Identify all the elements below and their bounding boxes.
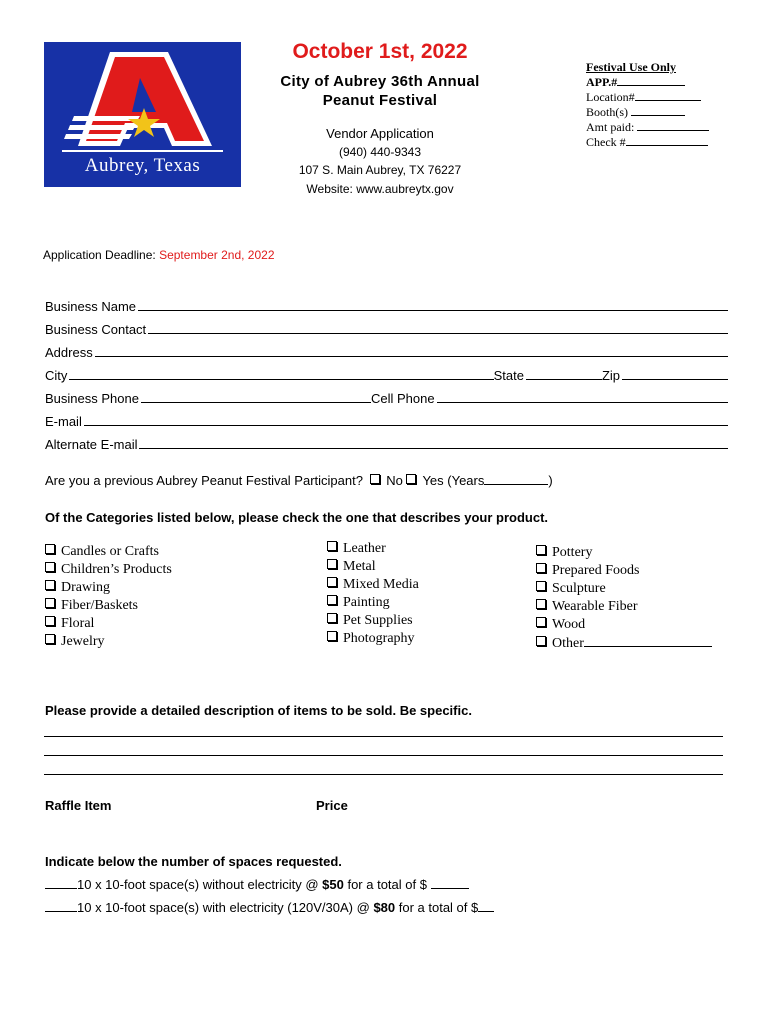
city-input[interactable] xyxy=(69,379,493,380)
previous-participant-question: Are you a previous Aubrey Peanut Festival Participant? No Yes (Years ) xyxy=(45,473,553,488)
raffle-item-label: Raffle Item xyxy=(45,798,112,813)
category-checkbox[interactable] xyxy=(536,545,546,555)
category-floral[interactable]: Floral xyxy=(45,615,172,633)
festival-use-title: Festival Use Only xyxy=(586,60,676,74)
address-input[interactable] xyxy=(95,356,728,357)
spaces-question: Indicate below the number of spaces requested. xyxy=(45,854,342,869)
categories-question: Of the Categories listed below, please check the one that describes your product. xyxy=(45,510,549,525)
business-name-input[interactable] xyxy=(138,310,728,311)
cell-phone-input[interactable] xyxy=(437,402,728,403)
application-title: Vendor Application xyxy=(326,126,434,141)
categories-column-1 xyxy=(45,543,172,651)
app-number-blank[interactable] xyxy=(617,75,685,86)
category-leather[interactable]: Leather xyxy=(327,540,419,558)
app-number-row: APP.# xyxy=(586,75,709,90)
business-name-field: Business Name xyxy=(45,296,728,314)
zip-input[interactable] xyxy=(622,379,728,380)
logo-text: Aubrey, Texas xyxy=(84,155,201,176)
business-contact-input[interactable] xyxy=(148,333,728,334)
booths-blank[interactable] xyxy=(631,105,685,116)
categories-column-2 xyxy=(327,540,419,648)
event-title-line2: Peanut Festival xyxy=(322,92,438,109)
category-other-input[interactable] xyxy=(584,634,712,647)
previous-yes-checkbox[interactable] xyxy=(406,474,416,484)
previous-years-input[interactable] xyxy=(484,472,548,485)
category-candles-or-crafts[interactable]: Candles or Crafts xyxy=(45,543,172,561)
category-prepared-foods[interactable]: Prepared Foods xyxy=(536,562,712,580)
space-with-electricity-qty[interactable] xyxy=(45,899,77,912)
category-childrens-products[interactable]: Children’s Products xyxy=(45,561,172,579)
event-title-line1: City of Aubrey 36th Annual xyxy=(280,73,480,90)
deadline-date: September 2nd, 2022 xyxy=(159,248,275,262)
category-metal[interactable]: Metal xyxy=(327,558,419,576)
category-checkbox[interactable] xyxy=(536,599,546,609)
space-without-electricity-qty[interactable] xyxy=(45,876,77,889)
category-checkbox[interactable] xyxy=(536,617,546,627)
space-with-electricity-row: 10 x 10-foot space(s) with electricity (120V/30A) @ $80 for a total of $ xyxy=(45,899,494,915)
category-fiber-baskets[interactable]: Fiber/Baskets xyxy=(45,597,172,615)
check-blank[interactable] xyxy=(626,135,708,146)
category-checkbox[interactable] xyxy=(327,577,337,587)
category-pet-supplies[interactable]: Pet Supplies xyxy=(327,612,419,630)
category-checkbox[interactable] xyxy=(327,541,337,551)
category-other[interactable]: Other xyxy=(536,634,712,653)
event-title xyxy=(250,72,510,110)
category-jewelry[interactable]: Jewelry xyxy=(45,633,172,651)
space-with-electricity-total[interactable] xyxy=(478,899,494,912)
business-contact-field: Business Contact xyxy=(45,319,728,337)
category-wearable-fiber[interactable]: Wearable Fiber xyxy=(536,598,712,616)
organizer-phone: (940) 440-9343 xyxy=(338,145,422,159)
check-row: Check # xyxy=(586,135,709,150)
organizer-address: 107 S. Main Aubrey, TX 76227 xyxy=(298,163,462,177)
booths-row: Booth(s) xyxy=(586,105,709,120)
amt-paid-blank[interactable] xyxy=(637,120,709,131)
space-without-electricity-total[interactable] xyxy=(431,876,469,889)
category-checkbox[interactable] xyxy=(45,616,55,626)
address-field: Address xyxy=(45,342,728,360)
business-phone-input[interactable] xyxy=(141,402,371,403)
festival-use-only-box xyxy=(586,60,709,150)
email-input[interactable] xyxy=(84,425,728,426)
state-input[interactable] xyxy=(526,379,602,380)
description-line-3[interactable] xyxy=(44,774,723,775)
category-checkbox[interactable] xyxy=(536,636,546,646)
phone-row: Business Phone Cell Phone xyxy=(45,388,728,406)
amt-paid-row: Amt paid: xyxy=(586,120,709,135)
category-wood[interactable]: Wood xyxy=(536,616,712,634)
description-question: Please provide a detailed description of items to be sold. Be specific. xyxy=(45,703,472,718)
category-checkbox[interactable] xyxy=(536,581,546,591)
category-checkbox[interactable] xyxy=(45,562,55,572)
category-checkbox[interactable] xyxy=(327,631,337,641)
raffle-price-label: Price xyxy=(316,798,348,813)
city-state-zip-row: City State Zip xyxy=(45,365,728,383)
category-photography[interactable]: Photography xyxy=(327,630,419,648)
alternate-email-field: Alternate E-mail xyxy=(45,434,728,452)
category-painting[interactable]: Painting xyxy=(327,594,419,612)
location-row: Location# xyxy=(586,90,709,105)
application-deadline: Application Deadline: September 2nd, 2022 xyxy=(43,248,275,262)
organizer-website: Website: www.aubreytx.gov xyxy=(306,182,454,196)
event-date: October 1st, 2022 xyxy=(292,40,468,63)
category-checkbox[interactable] xyxy=(45,634,55,644)
category-checkbox[interactable] xyxy=(327,595,337,605)
category-checkbox[interactable] xyxy=(327,613,337,623)
aubrey-logo xyxy=(44,42,241,187)
category-checkbox[interactable] xyxy=(536,563,546,573)
description-line-1[interactable] xyxy=(44,736,723,737)
category-checkbox[interactable] xyxy=(45,598,55,608)
price-80: $80 xyxy=(373,900,396,915)
deadline-label: Application Deadline xyxy=(43,248,153,262)
category-checkbox[interactable] xyxy=(45,544,55,554)
email-field: E-mail xyxy=(45,411,728,429)
category-pottery[interactable]: Pottery xyxy=(536,544,712,562)
alternate-email-input[interactable] xyxy=(139,448,728,449)
category-checkbox[interactable] xyxy=(327,559,337,569)
category-checkbox[interactable] xyxy=(45,580,55,590)
price-50: $50 xyxy=(322,877,344,892)
location-blank[interactable] xyxy=(635,90,701,101)
categories-column-3 xyxy=(536,544,712,653)
category-drawing[interactable]: Drawing xyxy=(45,579,172,597)
previous-no-checkbox[interactable] xyxy=(370,474,380,484)
category-sculpture[interactable]: Sculpture xyxy=(536,580,712,598)
space-without-electricity-row: 10 x 10-foot space(s) without electricity @ $50 for a total of $ xyxy=(45,876,469,892)
category-mixed-media[interactable]: Mixed Media xyxy=(327,576,419,594)
description-line-2[interactable] xyxy=(44,755,723,756)
